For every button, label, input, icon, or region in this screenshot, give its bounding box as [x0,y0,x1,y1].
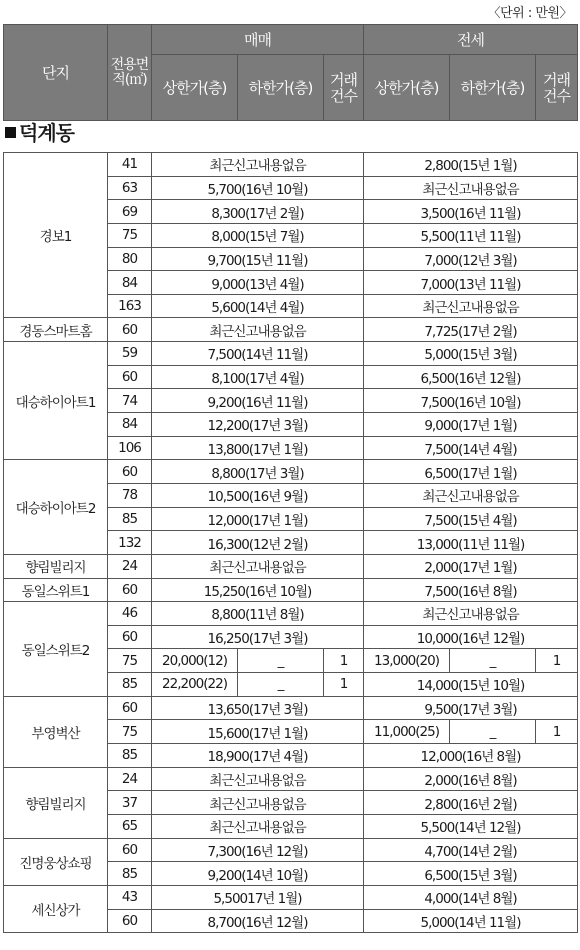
sale-price-cell: 8,700(16년 12월) [152,909,364,933]
price-table [3,152,578,933]
header-table [3,24,578,121]
header-lease: 전세 [364,25,578,55]
area-cell: 84 [108,413,152,437]
sale-price-cell: 최근신고내용없음 [152,153,364,177]
area-cell: 60 [108,909,152,933]
lease-price-cell: 2,800(15년 1월) [364,153,578,177]
sale-price-cell: 8,300(17년 2월) [152,200,364,224]
lease-lower-cell: _ [450,649,536,673]
area-cell: 60 [108,318,152,342]
sale-price-cell: 최근신고내용없음 [152,318,364,342]
lease-price-cell: 최근신고내용없음 [364,294,578,318]
price-table-body [4,153,578,933]
area-cell: 84 [108,271,152,295]
lease-price-cell: 최근신고내용없음 [364,602,578,626]
section-title [5,117,74,146]
lease-price-cell: 12,000(16년 8월) [364,744,578,768]
square-bullet-icon [5,127,16,138]
header-lease-upper: 상한가(층) [364,55,450,121]
lease-price-cell: 6,500(15년 3월) [364,862,578,886]
lease-price-cell: 6,500(17년 1월) [364,460,578,484]
sale-price-cell: 13,800(17년 1월) [152,436,364,460]
lease-upper-cell: 13,000(20) [364,649,450,673]
area-cell: 80 [108,247,152,271]
area-cell: 106 [108,436,152,460]
table-row [4,578,578,602]
table-row [4,767,578,791]
table-row [4,153,578,177]
area-cell: 69 [108,200,152,224]
table-row [4,460,578,484]
area-cell: 74 [108,389,152,413]
lease-price-cell: 7,500(16년 10월) [364,389,578,413]
complex-name: 진명웅상쇼핑 [4,838,108,885]
area-cell: 63 [108,176,152,200]
table-row [4,885,578,909]
unit-note: 〈단위 : 만원〉 [487,6,572,21]
lease-price-cell: 4,700(14년 2월) [364,838,578,862]
area-cell: 85 [108,673,152,697]
sale-count-cell: 1 [324,673,364,697]
table-row [4,554,578,578]
area-cell: 65 [108,814,152,838]
header-sale-count: 거래건수 [324,55,364,121]
complex-name: 대승하이아트2 [4,460,108,555]
sale-price-cell: 최근신고내용없음 [152,791,364,815]
sale-price-cell: 13,650(17년 3월) [152,696,364,720]
sale-price-cell: 15,600(17년 1월) [152,720,364,744]
area-cell: 85 [108,862,152,886]
sale-upper-cell: 22,200(22) [152,673,238,697]
complex-name: 경보1 [4,153,108,318]
complex-name: 향림빌리지 [4,767,108,838]
sale-price-cell: 9,200(16년 11월) [152,389,364,413]
sale-price-cell: 최근신고내용없음 [152,554,364,578]
area-cell: 60 [108,838,152,862]
sale-price-cell: 18,900(17년 4월) [152,744,364,768]
lease-price-cell: 3,500(16년 11월) [364,200,578,224]
area-cell: 59 [108,342,152,366]
area-cell: 24 [108,767,152,791]
header-area: 전용면적(㎡) [108,25,152,121]
area-cell: 37 [108,791,152,815]
area-cell: 24 [108,554,152,578]
sale-price-cell: 12,000(17년 1월) [152,507,364,531]
sale-price-cell: 9,700(15년 11월) [152,247,364,271]
lease-lower-cell: _ [450,720,536,744]
lease-price-cell: 4,000(14년 8월) [364,885,578,909]
sale-lower-cell: _ [238,649,324,673]
sale-price-cell: 8,800(17년 3월) [152,460,364,484]
sale-price-cell: 12,200(17년 3월) [152,413,364,437]
lease-price-cell: 2,800(16년 2월) [364,791,578,815]
sale-price-cell: 7,500(14년 11월) [152,342,364,366]
table-row [4,696,578,720]
table-row [4,602,578,626]
area-cell: 60 [108,460,152,484]
complex-name: 세신상가 [4,885,108,932]
complex-name: 동일스위트2 [4,602,108,697]
area-cell: 60 [108,578,152,602]
sale-price-cell: 9,000(13년 4월) [152,271,364,295]
area-cell: 78 [108,483,152,507]
header-sale: 매매 [152,25,364,55]
sale-price-cell: 10,500(16년 9월) [152,483,364,507]
area-cell: 60 [108,625,152,649]
lease-price-cell: 5,000(15년 3월) [364,342,578,366]
area-cell: 75 [108,223,152,247]
sale-upper-cell: 20,000(12) [152,649,238,673]
sale-price-cell: 9,200(14년 10월) [152,862,364,886]
lease-upper-cell: 11,000(25) [364,720,450,744]
complex-name: 부영벽산 [4,696,108,767]
header-sale-lower: 하한가(층) [238,55,324,121]
sale-price-cell: 7,300(16년 12월) [152,838,364,862]
sale-price-cell: 16,250(17년 3월) [152,625,364,649]
area-cell: 75 [108,649,152,673]
lease-price-cell: 9,500(17년 3월) [364,696,578,720]
lease-price-cell: 5,000(14년 11월) [364,909,578,933]
complex-name: 동일스위트1 [4,578,108,602]
lease-price-cell: 최근신고내용없음 [364,483,578,507]
header-sale-upper: 상한가(층) [152,55,238,121]
lease-count-cell: 1 [536,720,578,744]
lease-price-cell: 2,000(17년 1월) [364,554,578,578]
lease-price-cell: 7,000(13년 11월) [364,271,578,295]
section-title-text: 덕계동 [19,121,74,145]
complex-name: 대승하이아트1 [4,342,108,460]
area-cell: 75 [108,720,152,744]
area-cell: 163 [108,294,152,318]
sale-price-cell: 8,100(17년 4월) [152,365,364,389]
sale-price-cell: 8,000(15년 7월) [152,223,364,247]
table-row [4,318,578,342]
sale-price-cell: 5,50017년 1월) [152,885,364,909]
lease-price-cell: 5,500(11년 11월) [364,223,578,247]
sale-price-cell: 최근신고내용없음 [152,814,364,838]
lease-price-cell: 9,000(17년 1월) [364,413,578,437]
area-cell: 41 [108,153,152,177]
lease-price-cell: 14,000(15년 10월) [364,673,578,697]
table-row [4,342,578,366]
area-cell: 43 [108,885,152,909]
sale-price-cell: 5,700(16년 10월) [152,176,364,200]
table-row [4,838,578,862]
lease-price-cell: 7,500(16년 8월) [364,578,578,602]
area-cell: 85 [108,507,152,531]
area-cell: 60 [108,365,152,389]
sale-price-cell: 15,250(16년 10월) [152,578,364,602]
lease-price-cell: 13,000(11년 11월) [364,531,578,555]
sale-price-cell: 최근신고내용없음 [152,767,364,791]
header-complex: 단지 [4,25,108,121]
lease-count-cell: 1 [536,649,578,673]
lease-price-cell: 7,500(14년 4월) [364,436,578,460]
sale-price-cell: 8,800(11년 8월) [152,602,364,626]
area-cell: 132 [108,531,152,555]
lease-price-cell: 7,000(12년 3월) [364,247,578,271]
complex-name: 경동스마트홈 [4,318,108,342]
sale-price-cell: 5,600(14년 4월) [152,294,364,318]
lease-price-cell: 7,725(17년 2월) [364,318,578,342]
header-lease-lower: 하한가(층) [450,55,536,121]
lease-price-cell: 10,000(16년 12월) [364,625,578,649]
lease-price-cell: 2,000(16년 8월) [364,767,578,791]
lease-price-cell: 5,500(14년 12월) [364,814,578,838]
area-cell: 46 [108,602,152,626]
lease-price-cell: 최근신고내용없음 [364,176,578,200]
lease-price-cell: 6,500(16년 12월) [364,365,578,389]
area-cell: 85 [108,744,152,768]
complex-name: 향림빌리지 [4,554,108,578]
header-lease-count: 거래건수 [536,55,578,121]
area-cell: 60 [108,696,152,720]
sale-count-cell: 1 [324,649,364,673]
lease-price-cell: 7,500(15년 4월) [364,507,578,531]
sale-lower-cell: _ [238,673,324,697]
sale-price-cell: 16,300(12년 2월) [152,531,364,555]
